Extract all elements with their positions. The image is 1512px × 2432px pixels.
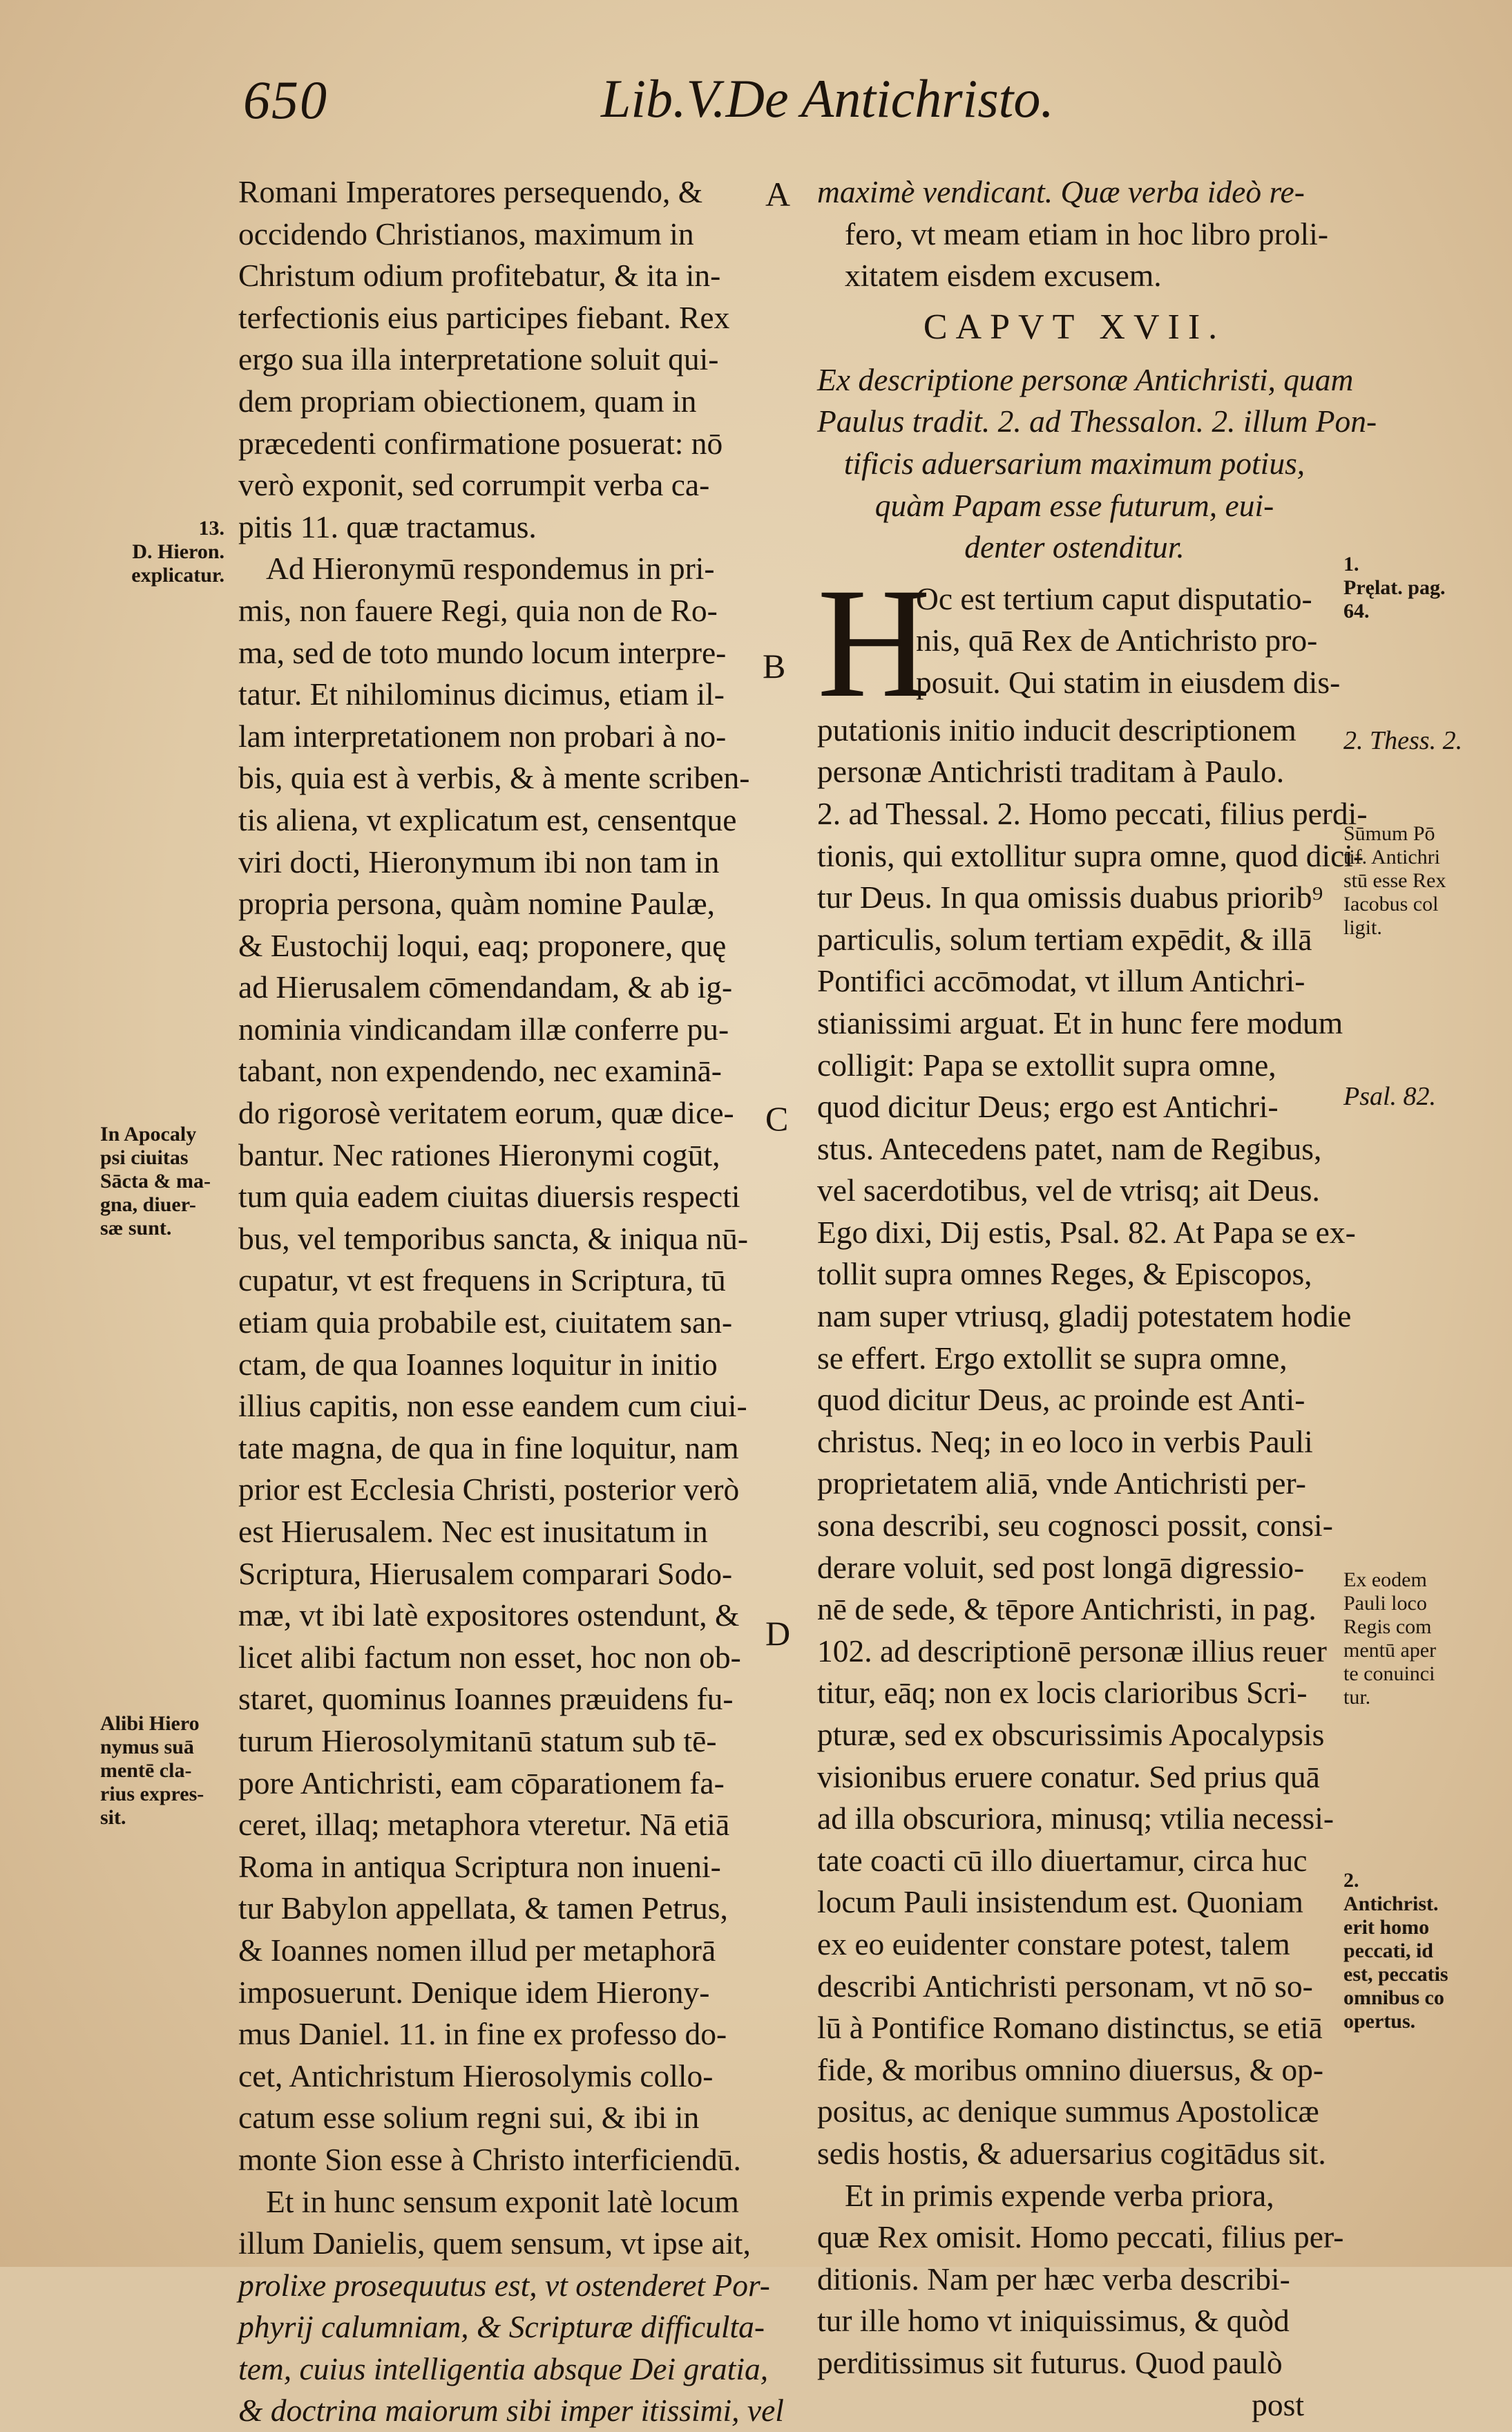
margin-note: 13. D. Hieron. explicatur. <box>131 517 224 587</box>
text-line: tis aliena, vt explicatum est, censentque <box>238 801 737 837</box>
text-line: prolixe prosequutus est, vt ostenderet Por- <box>238 2267 770 2303</box>
summary-line: denter ostenditur. <box>964 529 1185 565</box>
text-line: nis, quā Rex de Antichristo pro- <box>916 623 1318 658</box>
text-line: putationis initio inducit descriptionem <box>817 712 1296 748</box>
text-line: bantur. Nec rationes Hieronymi cogūt, <box>238 1137 720 1172</box>
summary-line: Ex descriptione personæ Antichristi, quam <box>817 361 1354 397</box>
chapter-summary <box>817 359 1377 569</box>
text-line: quod dicitur Deus, ac proinde est Anti- <box>817 1382 1305 1418</box>
text-line: titur, eāq; non ex locis clarioribus Scri- <box>817 1675 1308 1711</box>
text-line: ex eo euidenter constare potest, talem <box>817 1926 1290 1961</box>
margin-note: 1. Pręlat. pag. 64. <box>1343 553 1446 623</box>
text-line: bis, quia est à verbis, & à mente scriben- <box>238 760 750 796</box>
text-line: locum Pauli insistendum est. Quoniam <box>817 1884 1303 1920</box>
text-line: illius capitis, non esse eandem cum ciui- <box>238 1388 747 1424</box>
chapter-title: CAPVT XVII. <box>923 307 1226 347</box>
text-line: ad Hierusalem cōmendandam, & ab ig- <box>238 969 733 1005</box>
text-line: tum quia eadem ciuitas diuersis respecti <box>238 1179 740 1215</box>
text-line: Ad Hieronymū respondemus in pri- <box>266 551 715 587</box>
text-line: vel sacerdotibus, vel de vtrisq; ait Deus. <box>817 1172 1320 1208</box>
text-line: tatur. Et nihilominus dicimus, etiam il- <box>238 676 725 712</box>
margin-note: Sūmum Pō tif. Antichri stū esse Rex Iacobus col ligit. <box>1343 822 1446 939</box>
text-line: colligit: Papa se extollit supra omne, <box>817 1047 1276 1083</box>
margin-note: 2. Thess. 2. <box>1343 726 1463 755</box>
summary-line: quàm Papam esse futurum, eui- <box>874 487 1274 523</box>
text-line: tate magna, de qua in fine loquitur, nam <box>238 1429 739 1465</box>
text-line: ceret, illaq; metaphora vteretur. Nā etiā <box>238 1807 730 1843</box>
text-line: tem, cuius intelligentia absque Dei gratia, <box>238 2350 769 2386</box>
right-column <box>817 171 1377 2426</box>
text-line: mus Daniel. 11. in fine ex professo do- <box>238 2016 727 2052</box>
text-line: catum esse solium regni sui, & ibi in <box>238 2100 700 2136</box>
text-line: dem propriam obiectionem, quam in <box>238 383 697 419</box>
text-line: ditionis. Nam per hæc verba describi- <box>817 2261 1290 2297</box>
text-line: fero, vt meam etiam in hoc libro proli- <box>845 216 1328 251</box>
page-number: 650 <box>243 70 328 130</box>
text-line: bus, vel temporibus sancta, & iniqua nū- <box>238 1220 748 1256</box>
text-line: posuit. Qui statim in eiusdem dis- <box>916 664 1341 700</box>
text-line: Oc est tertium caput disputatio- <box>916 580 1312 616</box>
text-line: turum Hierosolymitanū statum sub tē- <box>238 1722 717 1758</box>
text-line: illum Danielis, quem sensum, vt ipse ait, <box>238 2225 751 2261</box>
text-line: mæ, vt ibi latè expositores ostendunt, & <box>238 1597 740 1633</box>
text-line: tionis, qui extollitur supra omne, quod dici- <box>817 837 1364 873</box>
section-letter-a: A <box>765 175 791 213</box>
text-line: viri docti, Hieronymum ibi non tam in <box>238 844 720 880</box>
running-title: Lib.V.De Antichristo. <box>601 68 1054 129</box>
text-line: est Hierusalem. Nec est inusitatum in <box>238 1514 708 1549</box>
text-line: pturæ, sed ex obscurissimis Apocalypsis <box>817 1717 1325 1752</box>
text-line: particulis, solum tertiam expēdit, & illā <box>817 921 1312 957</box>
text-line: proprietatem aliā, vnde Antichristi per- <box>817 1465 1306 1501</box>
section-letter-c: C <box>765 1099 789 1138</box>
text-line: Pontifici accōmodat, vt illum Antichri- <box>817 963 1305 999</box>
text-line: ad illa obscuriora, minusq; vtilia necessi- <box>817 1801 1334 1836</box>
text-line: maximè vendicant. Quæ verba ideò re- <box>817 174 1305 209</box>
text-line: lam interpretationem non probari à no- <box>238 718 727 754</box>
text-line: terfectionis eius participes fiebant. Rex <box>238 299 730 335</box>
text-line: Et in hunc sensum exponit latè locum <box>266 2183 739 2219</box>
text-line: positus, ac denique summus Apostolicæ <box>817 2093 1319 2129</box>
text-line: imposuerunt. Denique idem Hierony- <box>238 1974 710 2010</box>
text-line: tur Babylon appellata, & tamen Petrus, <box>238 1890 728 1926</box>
margin-note: Psal. 82. <box>1343 1082 1437 1111</box>
text-line: ctam, de qua Ioannes loquitur in initio <box>238 1346 718 1382</box>
text-line: 102. ad descriptionē personæ illius reuer <box>817 1633 1327 1669</box>
text-line: propria persona, quàm nomine Paulæ, <box>238 886 715 922</box>
text-line: quod dicitur Deus; ergo est Antichri- <box>817 1089 1279 1125</box>
text-line: personæ Antichristi traditam à Paulo. <box>817 754 1285 790</box>
text-line: pitis 11. quæ tractamus. <box>238 509 537 544</box>
margin-note: 2. Antichrist. erit homo peccati, id est, peccatis omnibus co opertus. <box>1343 1869 1448 2033</box>
text-line: tabant, non expendendo, nec examinā- <box>238 1053 722 1089</box>
text-line: christus. Neq; in eo loco in verbis Pauli <box>817 1423 1313 1459</box>
text-line: Ego dixi, Dij estis, Psal. 82. At Papa se ex- <box>817 1214 1356 1250</box>
text-line: tur ille homo vt iniquissimus, & quòd <box>817 2303 1290 2339</box>
text-line: do rigorosè veritatem eorum, quæ dice- <box>238 1095 734 1131</box>
text-line: Roma in antiqua Scriptura non inueni- <box>238 1848 721 1884</box>
text-line: Et in primis expende verba priora, <box>845 2177 1274 2213</box>
text-line: quæ Rex omisit. Homo peccati, filius per- <box>817 2219 1344 2255</box>
text-line: sona describi, seu cognosci possit, consi- <box>817 1508 1333 1543</box>
text-line: & Ioannes nomen illud per metaphorā <box>238 1932 716 1968</box>
text-line: perditissimus sit futurus. Quod paulò <box>817 2344 1283 2380</box>
summary-line: Paulus tradit. 2. ad Thessalon. 2. illum Pon- <box>817 403 1377 439</box>
text-line: & doctrina maiorum sibi imper itissimi, vel <box>238 2393 784 2429</box>
text-line: præcedenti confirmatione posuerat: nō <box>238 425 723 461</box>
text-line: mis, non fauere Regi, quia non de Ro- <box>238 592 718 628</box>
text-line: ergo sua illa interpretatione soluit qui- <box>238 341 719 377</box>
margin-note: Ex eodem Pauli loco Regis com mentū aper te conuinci tur. <box>1343 1568 1437 1709</box>
text-line: lū à Pontifice Romano distinctus, se etiā <box>817 2010 1323 2046</box>
text-line: prior est Ecclesia Christi, posterior verò <box>238 1472 740 1508</box>
text-line: stianissimi arguat. Et in hunc fere modum <box>817 1005 1343 1041</box>
text-line: & Eustochij loqui, eaq; proponere, quę <box>238 927 727 963</box>
text-line: ma, sed de toto mundo locum interpre- <box>238 634 727 670</box>
text-line: Romani Imperatores persequendo, & <box>238 174 703 209</box>
section-letter-d: D <box>765 1614 791 1653</box>
text-line: licet alibi factum non esset, hoc non ob- <box>238 1639 741 1675</box>
text-line: derare voluit, sed post longā digressio- <box>817 1549 1305 1585</box>
text-line: fide, & moribus omnino diuersus, & op- <box>817 2051 1323 2087</box>
section-letter-b: B <box>763 647 786 685</box>
left-column <box>238 171 784 2432</box>
text-line: cupatur, vt est frequens in Scriptura, tū <box>238 1262 726 1298</box>
text-line: xitatem eisdem excusem. <box>845 258 1162 294</box>
margin-note: Alibi Hiero nymus suā mentē cla- rius expres- sit. <box>100 1712 204 1829</box>
text-line: sedis hostis, & aduersarius cogitādus sit. <box>817 2135 1326 2171</box>
text-line: tur Deus. In qua omissis duabus priorib⁹ <box>817 880 1323 915</box>
text-line: Scriptura, Hierusalem comparari Sodo- <box>238 1555 733 1591</box>
text-line: stus. Antecedens patet, nam de Regibus, <box>817 1130 1322 1166</box>
text-line: Christum odium profitebatur, & ita in- <box>238 258 721 294</box>
text-line: cet, Antichristum Hierosolymis collo- <box>238 2058 714 2093</box>
summary-line: tificis aduersarium maximum potius, <box>843 445 1305 481</box>
text-line: phyrij calumniam, & Scripturæ difficulta- <box>238 2309 765 2345</box>
text-line: pore Antichristi, eam cōparationem fa- <box>238 1765 725 1801</box>
text-line: tollit supra omnes Reges, & Episcopos, <box>817 1256 1312 1292</box>
text-line: visionibus eruere conatur. Sed prius quā <box>817 1758 1320 1794</box>
text-line: nam super vtriusq, gladij potestatem hodie <box>817 1298 1352 1334</box>
text-line: tate coacti cū illo diuertamur, circa huc <box>817 1842 1308 1878</box>
text-line: se effert. Ergo extollit se supra omne, <box>817 1340 1288 1376</box>
text-line: etiam quia probabile est, ciuitatem san- <box>238 1304 733 1340</box>
text-line: nē de sede, & tēpore Antichristi, in pag. <box>817 1591 1317 1627</box>
text-line: nominia vindicandam illæ conferre pu- <box>238 1011 729 1047</box>
text-line: 2. ad Thessal. 2. Homo peccati, filius perdi- <box>817 795 1368 831</box>
text-line: post <box>1252 2386 1304 2422</box>
chapter-body <box>817 555 1368 2426</box>
text-line: monte Sion esse à Christo interficiendū. <box>238 2141 741 2177</box>
margin-note: In Apocaly psi ciuitas Sācta & ma- gna, diuer- sæ sunt. <box>100 1123 211 1239</box>
text-line: occidendo Christianos, maximum in <box>238 216 694 251</box>
drop-cap: H <box>817 555 931 730</box>
text-line: verò exponit, sed corrumpit verba ca- <box>238 467 710 503</box>
text-line: describi Antichristi personam, vt nō so- <box>817 1968 1313 2004</box>
text-line: staret, quominus Ioannes præuidens fu- <box>238 1681 734 1717</box>
